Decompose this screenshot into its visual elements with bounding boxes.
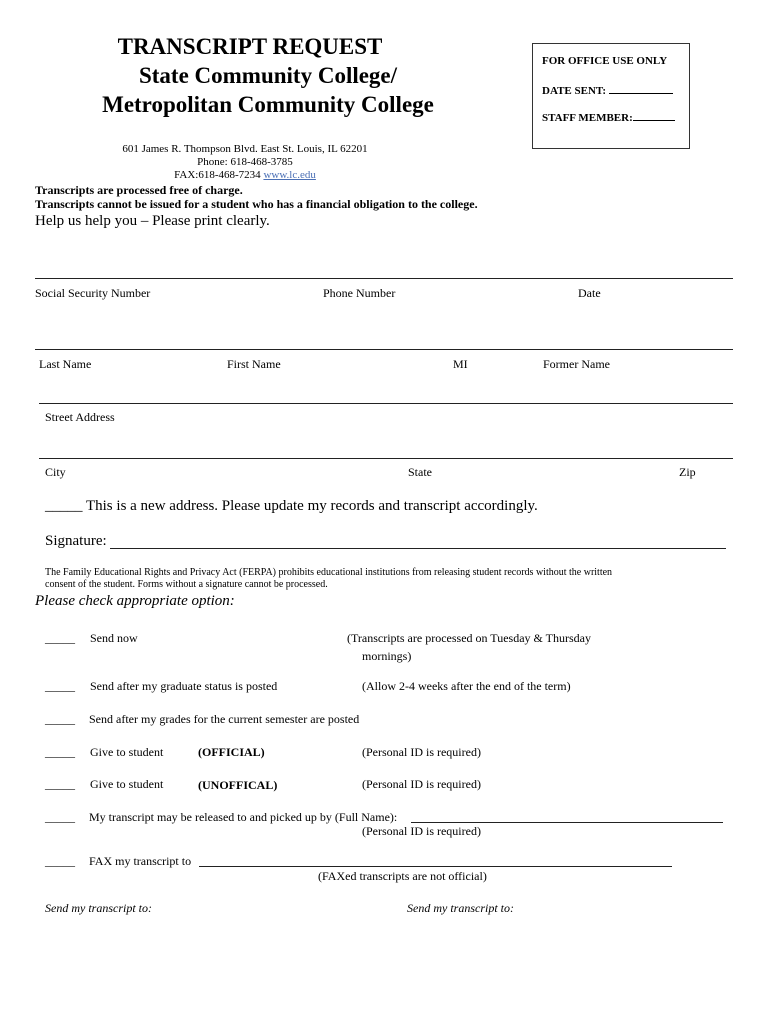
- first-name-label: First Name: [227, 357, 281, 371]
- unofficial-checkbox[interactable]: _____: [45, 777, 75, 791]
- last-name-label: Last Name: [39, 357, 92, 371]
- ferpa-notice-line2: consent of the student. Forms without a signature cannot be processed.: [45, 579, 328, 590]
- official-label: (OFFICIAL): [198, 745, 265, 759]
- grad-status-note: (Allow 2-4 weeks after the end of the term): [362, 679, 571, 693]
- free-charge-notice: Transcripts are processed free of charge.: [35, 183, 243, 197]
- new-address-blank[interactable]: _____: [45, 498, 83, 514]
- send-to-right-label: Send my transcript to:: [407, 901, 514, 915]
- options-heading: Please check appropriate option:: [35, 593, 235, 609]
- college-fax-line: [35, 169, 455, 181]
- form-title: TRANSCRIPT REQUEST: [117, 34, 383, 59]
- mi-label: MI: [453, 357, 468, 371]
- phone-label: Phone Number: [323, 286, 396, 300]
- official-id-note: (Personal ID is required): [362, 745, 481, 759]
- college-address: 601 James R. Thompson Blvd. East St. Louis, IL 62201: [122, 143, 368, 155]
- city-label: City: [45, 465, 66, 479]
- city-state-zip-line[interactable]: [39, 458, 733, 459]
- college-name-line2: Metropolitan Community College: [102, 92, 434, 117]
- street-line[interactable]: [39, 403, 733, 404]
- grad-status-label: Send after my graduate status is posted: [90, 679, 278, 693]
- signature-line[interactable]: [110, 548, 726, 549]
- ssn-phone-date-line[interactable]: [35, 278, 733, 279]
- date-label: Date: [578, 286, 601, 300]
- college-phone: Phone: 618-468-3785: [197, 156, 293, 168]
- grades-label: Send after my grades for the current semester are posted: [89, 712, 360, 726]
- send-now-checkbox[interactable]: _____: [45, 631, 75, 645]
- fax-note: (FAXed transcripts are not official): [318, 869, 487, 883]
- name-line[interactable]: [35, 349, 733, 350]
- give-student-unofficial-label: Give to student: [90, 777, 164, 791]
- pickup-checkbox[interactable]: _____: [45, 810, 75, 824]
- new-address-row[interactable]: [45, 498, 538, 515]
- pickup-name-field[interactable]: [411, 822, 723, 823]
- send-to-left-label: Send my transcript to:: [45, 901, 152, 915]
- pickup-id-note: (Personal ID is required): [362, 824, 481, 838]
- date-sent-label: DATE SENT:: [542, 85, 607, 97]
- new-address-text: This is a new address. Please update my records and transcript accordingly.: [82, 498, 538, 514]
- unofficial-id-note: (Personal ID is required): [362, 777, 481, 791]
- date-sent-row: [542, 81, 673, 97]
- official-checkbox[interactable]: _____: [45, 745, 75, 759]
- send-now-label: Send now: [90, 631, 138, 645]
- street-address-label: Street Address: [45, 410, 115, 424]
- state-label: State: [408, 465, 432, 479]
- zip-label: Zip: [679, 465, 696, 479]
- fax-number-field[interactable]: [199, 866, 672, 867]
- office-use-box: [532, 43, 690, 149]
- unofficial-label: (UNOFFICAL): [198, 778, 278, 792]
- staff-member-row: [542, 108, 675, 124]
- college-website-link[interactable]: www.lc.edu: [263, 169, 316, 181]
- staff-member-field[interactable]: [633, 108, 675, 121]
- fax-checkbox[interactable]: _____: [45, 854, 75, 868]
- date-sent-field[interactable]: [609, 81, 673, 94]
- former-name-label: Former Name: [543, 357, 610, 371]
- pickup-label: My transcript may be released to and picked up by (Full Name):: [89, 810, 398, 824]
- send-now-note: (Transcripts are processed on Tuesday & Thursday: [347, 631, 591, 645]
- send-now-note-cont: mornings): [362, 649, 412, 663]
- ssn-label: Social Security Number: [35, 286, 151, 300]
- college-name-line1: State Community College/: [138, 63, 398, 88]
- signature-label: Signature:: [45, 533, 107, 549]
- grades-checkbox[interactable]: _____: [45, 712, 75, 726]
- college-fax: FAX:618-468-7234: [174, 169, 264, 181]
- fax-label: FAX my transcript to: [89, 854, 192, 868]
- staff-member-label: STAFF MEMBER:: [542, 112, 633, 124]
- ferpa-notice-line1: The Family Educational Rights and Privacy Act (FERPA) prohibits educational institutions from releasing student records without the written: [45, 567, 613, 578]
- financial-obligation-notice: Transcripts cannot be issued for a student who has a financial obligation to the college.: [35, 197, 478, 211]
- give-student-official-label: Give to student: [90, 745, 164, 759]
- grad-status-checkbox[interactable]: _____: [45, 679, 75, 693]
- office-use-heading: FOR OFFICE USE ONLY: [542, 55, 668, 67]
- print-clearly-instruction: Help us help you – Please print clearly.: [35, 213, 270, 229]
